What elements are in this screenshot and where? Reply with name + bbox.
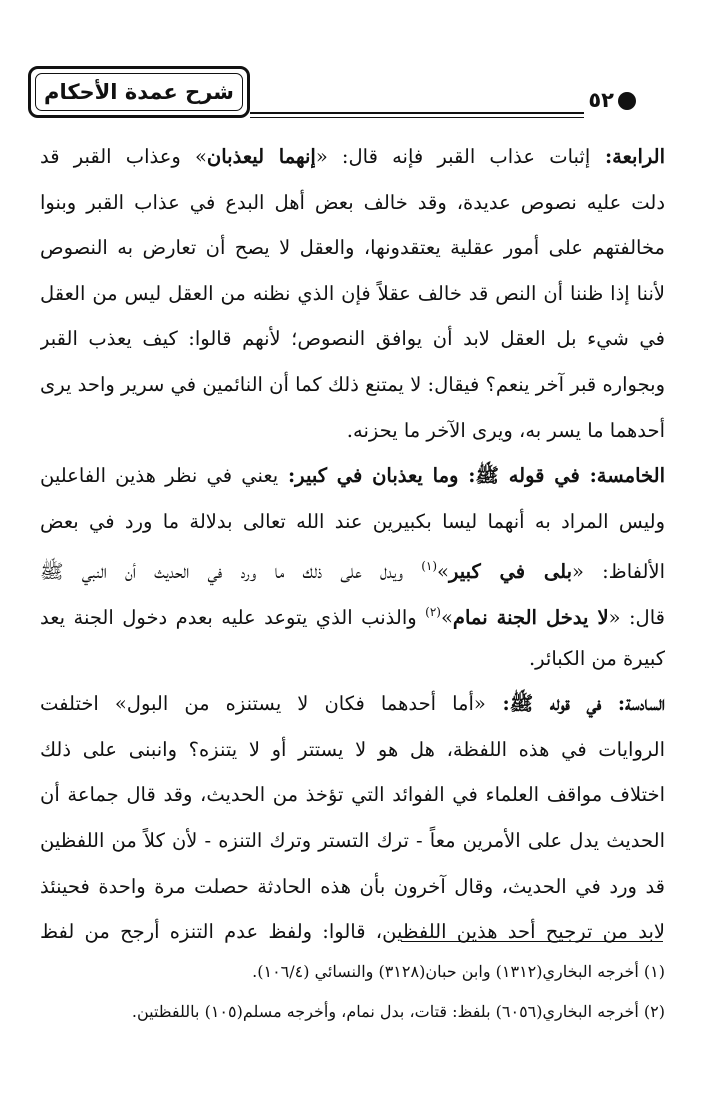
text-run: أحدهما ما يسر به، ويرى الآخر ما يحزنه.	[346, 418, 665, 442]
page-number-dot-ornament	[618, 92, 636, 110]
text-run: الحديث يدل على الأمرين معاً - ترك التستر وترك التنزه - لأن كلاً من اللفظين	[40, 828, 665, 852]
text-run: »	[437, 560, 449, 584]
page-number: ٥٢	[588, 88, 614, 112]
footnote-ref: (١)	[421, 559, 438, 574]
text-line	[40, 499, 665, 545]
text-line	[40, 909, 665, 955]
running-title-frame	[28, 66, 250, 118]
footnote-1: (١) أخرجه البخاري(١٣١٢) وابن حبان(٣١٢٨) والنسائي (١٠٦/٤).	[252, 962, 665, 981]
text-line	[40, 544, 665, 590]
text-run: لا يدخل الجنة نمام	[452, 605, 609, 629]
text-run: الخامسة: في قوله ﷺ: وما يعذبان في كبير:	[278, 464, 665, 488]
text-run: اختلفت	[40, 692, 115, 716]
text-line	[40, 225, 665, 271]
text-run: الرابعة:	[590, 145, 665, 168]
text-run: الروايات في هذه اللفظة، هل هو لا يستتر أو لا يتنزه؟ وانبنى على ذلك	[40, 737, 665, 761]
text-run: وبجواره قبر آخر ينعم؟ فيقال: لا يمتنع ذلك كما أن النائمين في سرير واحد يرى	[40, 372, 665, 396]
text-run: «أما أحدهما فكان لا يستنزه من البول»	[114, 692, 486, 716]
text-run: قد ورد في الحديث، وقال آخرون بأن هذه الحادثة حصلت مرة واحدة فحينئذ	[40, 874, 665, 898]
text-run: الألفاظ: «	[572, 560, 665, 584]
text-run: قال: «	[608, 605, 665, 629]
text-run: لابد من ترجيح أحد هذين اللفظين، قالوا: ولفظ عدم التنزه أرجح من لفظ	[40, 920, 665, 944]
footnote-separator	[401, 941, 663, 942]
text-line	[40, 864, 665, 910]
text-run: دلت عليه نصوص عديدة، وقد خالف بعض أهل البدع في عذاب القبر وبنوا	[40, 190, 665, 214]
header-rule-thin	[250, 117, 584, 118]
text-line	[40, 180, 665, 226]
text-line	[40, 408, 665, 454]
body-text	[40, 134, 665, 955]
text-run: في شيء بل العقل لابد أن يوافق النصوص؛ لأنهم قالوا: كيف يعذب القبر	[40, 327, 665, 351]
footnote-2: (٢) أخرجه البخاري(٦٠٥٦) بلفظ: قتات، بدل نمام، وأخرجه مسلم(١٠٥) باللفظتين.	[131, 1002, 665, 1021]
text-run: كبيرة من الكبائر.	[528, 646, 665, 670]
text-line	[40, 134, 665, 180]
text-line	[40, 453, 665, 499]
text-run: السادسة: في قوله ﷺ:	[485, 692, 665, 716]
text-line	[40, 362, 665, 408]
text-line	[40, 590, 665, 636]
text-line	[40, 316, 665, 362]
page-header	[28, 66, 664, 126]
footnote-ref: (٢)	[425, 604, 441, 619]
text-run: ويدل على ذلك ما ورد في الحديث أن النبي ﷺ	[40, 560, 422, 584]
footnotes	[40, 952, 665, 1032]
text-run: مخالفتهم على أمور عقلية يعتقدونها، والعقل لا يصح أن تعارض به النصوص	[40, 236, 665, 260]
text-line	[40, 681, 665, 727]
text-run: والذنب الذي يتوعد عليه بعدم دخول الجنة يعد	[40, 605, 426, 629]
text-line	[40, 727, 665, 773]
text-run: إثبات عذاب القبر فإنه قال: «	[315, 145, 591, 168]
header-rule	[250, 112, 584, 114]
text-run: اختلاف مواقف العلماء في الفوائد التي تؤخذ من الحديث، وقد قال جماعة أن	[40, 783, 665, 807]
text-run: إنهما ليعذبان	[206, 145, 316, 168]
text-run: لأننا إذا ظننا أن النص قد خالف عقلاً فإن الذي نظنه من العقل ليس من العقل	[40, 281, 665, 305]
text-run: »	[440, 605, 453, 629]
text-run: وليس المراد به أنهما ليسا بكبيرين عند الله تعالى بدلالة ما ورد في بعض	[40, 509, 665, 533]
text-line	[40, 271, 665, 317]
text-line	[40, 818, 665, 864]
text-line	[40, 636, 665, 682]
text-line	[40, 772, 665, 818]
text-run: » وعذاب القبر قد	[40, 145, 207, 168]
text-run: بلى في كبير	[448, 560, 572, 584]
text-run: يعني في نظر هذين الفاعلين	[40, 464, 279, 488]
running-title: شرح عمدة الأحكام	[44, 80, 234, 104]
